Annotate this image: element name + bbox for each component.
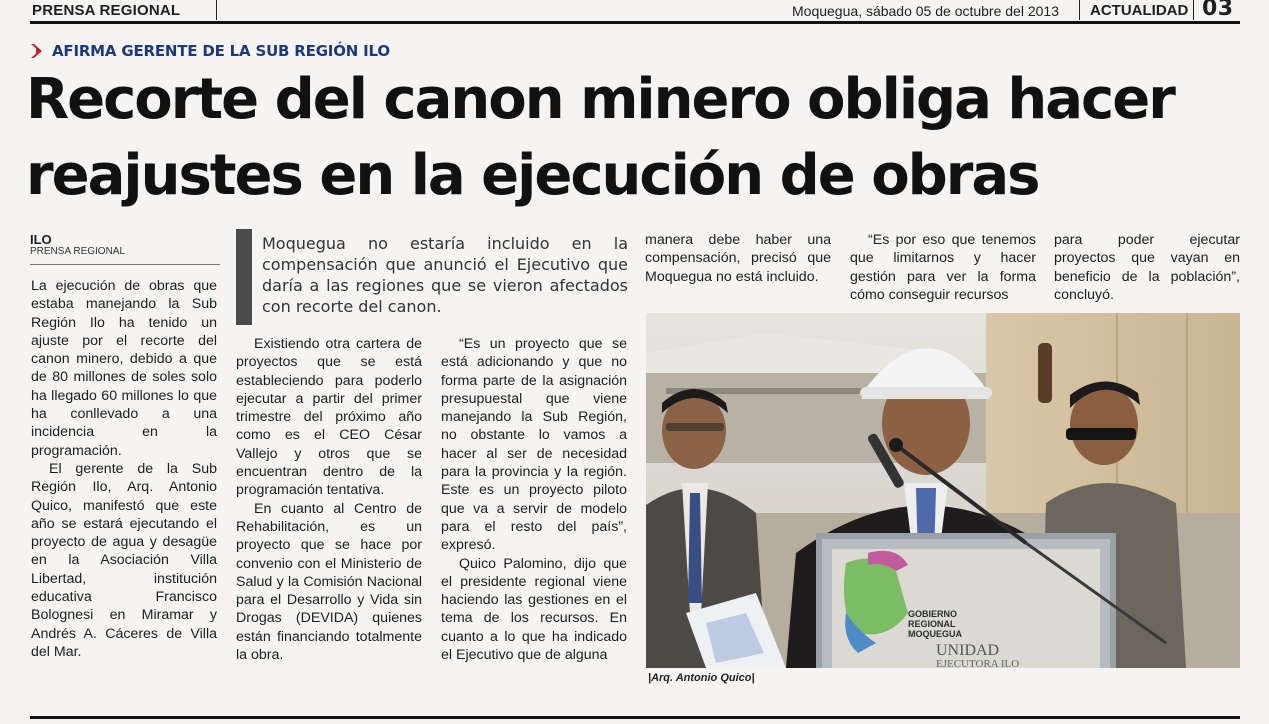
pull-quote-text: Moquegua no estaría incluido en la compensación que anunció el Ejecutivo que daría a las regiones que se vieron afectados con recorte del canon. — [262, 234, 628, 316]
date-line: Moquegua, sábado 05 de octubre del 2013 — [792, 3, 1059, 19]
article-column-4 — [645, 231, 831, 286]
article-column-6 — [1054, 231, 1240, 304]
page-number: 03 — [1202, 0, 1234, 21]
pull-quote — [236, 229, 628, 325]
headline-line: Recorte del canon minero obliga hacer — [26, 67, 1174, 132]
paragraph: manera debe haber una compensación, precisó que Moquegua no está incluido. — [645, 232, 831, 285]
masthead — [30, 0, 1240, 24]
headline-line: reajustes en la ejecución de obras — [26, 143, 1039, 208]
podium-sign-text: EJECUTORA ILO — [936, 658, 1020, 668]
byline — [30, 232, 125, 257]
paragraph: para poder ejecutar proyectos que vayan en beneficio de la población”, concluyó. — [1054, 232, 1240, 303]
paragraph: Existiendo otra cartera de proyectos que se está estableciendo para poderlo ejecutar a partir del primer trimestre del próximo año como es el CEO César Vallejo y otros que se encuentran dentro de la programación tentativa. — [236, 336, 422, 499]
paragraph: Quico Palomino, dijo que el presidente regional viene haciendo las gestiones en el tema de los recursos. En cuanto a lo que ha indicado el Ejecutivo que de alguna — [441, 555, 627, 664]
paragraph: El gerente de la Sub Región Ilo, Arq. Antonio Quico, manifestó que este año se estará ejecutando el proyecto de agua y desagüe en la Asociación Villa Libertad, institución educativa Francisco Bolognesi en Miramar y Andrés A. Cáceres de Villa del Mar. — [31, 460, 217, 660]
article-column-2 — [236, 335, 422, 664]
podium-sign-text: GOBIERNO — [908, 609, 958, 619]
paragraph: “Es por eso que tenemos que limitarnos y hacer gestión para ver la forma cómo conseguir recursos — [850, 232, 1036, 303]
byline-source: PRENSA REGIONAL — [30, 246, 126, 257]
article-column-5 — [850, 231, 1036, 304]
photo-caption: |Arq. Antonio Quico| — [648, 672, 755, 684]
podium-sign-text: UNIDAD — [936, 642, 1000, 659]
paragraph: En cuanto al Centro de Rehabilitación, es un proyecto que se hace por convenio con el Ministerio de Salud y la Comisión Nacional para el Desarrollo y Vida sin Drogas (DEVIDA) quienes están financiando totalmente la obra. — [236, 500, 422, 664]
paragraph: “Es un proyecto que se está adicionando y que no forma parte de la asignación presupuestal que viene manejando la Sub Región, no obstante lo vamos a hacer al ser de necesidad para la provincia y la región. Este es un proyecto piloto que va a servir de modelo para el resto del país”, expresó. — [441, 336, 627, 554]
publication-name: PRENSA REGIONAL — [32, 2, 181, 19]
byline-place: ILO — [30, 232, 52, 247]
byline-divider — [30, 264, 220, 265]
chevron-right-icon — [30, 42, 46, 60]
kicker-text: AFIRMA GERENTE DE LA SUB REGIÓN ILO — [52, 42, 390, 60]
podium-sign-text: REGIONAL — [908, 619, 956, 629]
photo-illustration — [646, 313, 1240, 668]
section-name: ACTUALIDAD — [1090, 2, 1189, 19]
article-photo — [646, 313, 1240, 668]
article-column-1 — [31, 277, 217, 661]
paragraph: La ejecución de obras que estaba manejando la Sub Región Ilo ha tenido un ajuste por el recorte del canon minero, debido a que de 80 millones de soles solo ha llegado 60 millones lo que ha conllevado a una incidencia en la programación. — [31, 278, 217, 459]
article-column-3 — [441, 335, 627, 664]
bottom-divider — [30, 716, 1240, 719]
podium-sign-text: MOQUEGUA — [908, 629, 962, 639]
masthead-divider — [1079, 0, 1080, 20]
pull-quote-bar — [236, 229, 252, 325]
kicker — [30, 40, 390, 62]
masthead-divider — [1193, 0, 1194, 20]
masthead-divider — [216, 0, 217, 20]
headline — [26, 62, 1251, 214]
